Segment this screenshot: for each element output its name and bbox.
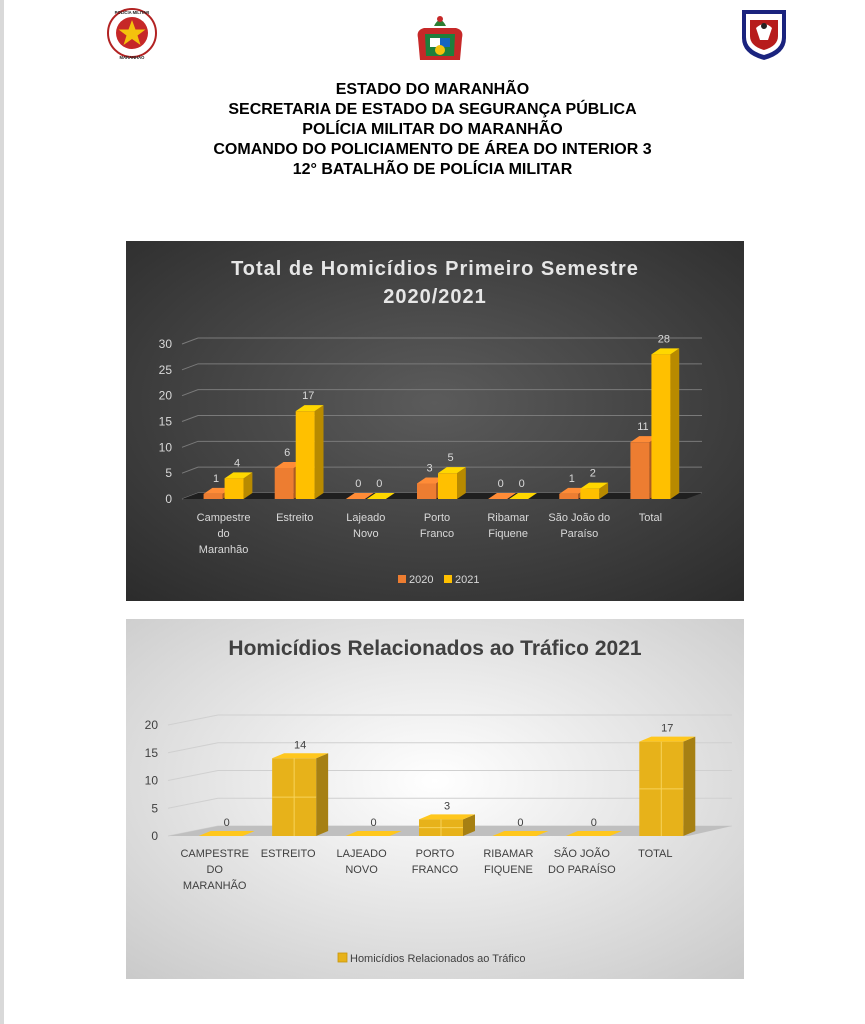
chart2-ytick-label: 5: [151, 801, 158, 816]
chart1-ytick-label: 20: [158, 388, 172, 403]
chart2-category-label: DO PARAÍSO: [548, 864, 616, 876]
chart1-category-label: São João do: [548, 512, 611, 524]
chart1-data-label: 3: [426, 462, 433, 475]
chart1-data-label: 0: [497, 478, 504, 490]
chart2-title: Homicídios Relacionados ao Tráfico 2021: [228, 637, 642, 660]
trafficking-homicides-chart: [126, 619, 744, 979]
chart2-ytick-label: 15: [144, 745, 158, 760]
chart1-data-label: 5: [447, 452, 454, 465]
chart2-category-label: RIBAMAR: [483, 848, 534, 860]
chart2-legend-label: Homicídios Relacionados ao Tráfico: [350, 953, 526, 965]
chart1-title-line2: 2020/2021: [383, 286, 487, 308]
chart1-category-label: Ribamar: [487, 512, 529, 524]
chart2-category-label: TOTAL: [638, 848, 673, 860]
chart1-ytick-label: 10: [158, 440, 172, 455]
chart1-data-label: 0: [376, 478, 383, 490]
header-line-state: ESTADO DO MARANHÃO: [335, 81, 530, 98]
chart2-data-label: 0: [517, 817, 524, 829]
chart1-bar-2021: [225, 472, 253, 499]
chart1-data-label: 0: [518, 478, 525, 490]
homicides-semester-chart: [126, 241, 744, 601]
chart2-category-label: CAMPESTRE: [180, 848, 249, 860]
chart1-data-label: 11: [637, 421, 649, 434]
chart1-bar-2021: [438, 467, 466, 499]
chart1-category-label: Porto: [423, 512, 451, 524]
chart2-category-label: LAJEADO: [336, 848, 387, 860]
chart2-category-label: NOVO: [345, 864, 378, 876]
chart1-category-label: Paraíso: [560, 528, 599, 540]
header-line-battalion: 12° BATALHÃO DE POLÍCIA MILITAR: [292, 161, 573, 178]
chart1-legend-swatch: [398, 575, 406, 583]
chart1-data-label: 1: [213, 472, 220, 485]
chart1-data-label: 28: [657, 333, 671, 346]
chart1-bar-2021: [296, 405, 324, 499]
chart1-category-label: Lajeado: [346, 512, 386, 524]
header-line-police: POLÍCIA MILITAR DO MARANHÃO: [302, 121, 563, 138]
chart1-category-label: Estreito: [276, 512, 314, 524]
chart2-ytick-label: 0: [151, 829, 158, 843]
chart2-data-label: 0: [590, 817, 597, 829]
header-line-command: COMANDO DO POLICIAMENTO DE ÁREA DO INTERIOR 3: [213, 141, 652, 158]
logo-left-top-text: POLÍCIA MILITAR: [114, 10, 150, 15]
chart1-ytick-label: 15: [158, 414, 172, 429]
chart1-data-label: 17: [302, 390, 315, 403]
chart1-legend-label: 2020: [409, 574, 434, 586]
chart1-category-label: Campestre: [196, 512, 251, 524]
chart2-data-label: 17: [661, 722, 674, 735]
chart1-data-label: 1: [568, 472, 575, 485]
coat-of-arms-logo: [412, 12, 468, 64]
chart2-ytick-label: 20: [144, 718, 158, 732]
chart2-data-label: 14: [294, 739, 307, 752]
chart2-category-label: ESTREITO: [260, 848, 316, 860]
chart1-data-label: 2: [589, 467, 596, 480]
chart1-legend-label: 2021: [455, 574, 480, 586]
chart1-ytick-label: 0: [165, 492, 172, 506]
pm-maranhao-logo: [106, 6, 158, 62]
chart2-category-label: FRANCO: [411, 864, 459, 876]
chart2-bar: [639, 737, 695, 836]
chart1-legend-swatch: [444, 575, 452, 583]
logo-left-bottom-text: MARANHÃO: [119, 55, 145, 60]
chart1-data-label: 0: [355, 478, 362, 490]
chart1-category-label: do: [217, 528, 230, 540]
chart2-data-label: 3: [443, 800, 451, 813]
chart2-bar: [419, 814, 475, 836]
chart1-category-label: Maranhão: [198, 544, 249, 556]
chart1-category-label: Novo: [353, 528, 379, 540]
battalion-shield-logo: [738, 6, 790, 62]
chart1-category-label: Total: [638, 512, 663, 524]
chart1-bar-2021: [651, 348, 679, 499]
chart1-category-label: Fiquene: [488, 528, 529, 540]
chart2-data-label: 0: [223, 817, 230, 829]
chart2-ytick-label: 10: [144, 773, 158, 788]
chart1-data-label: 4: [234, 457, 241, 470]
chart2-bar: [272, 753, 328, 836]
header-line-secretariat: SECRETARIA DE ESTADO DA SEGURANÇA PÚBLICA: [228, 101, 637, 118]
chart2-data-label: 0: [370, 817, 377, 829]
chart2-category-label: FIQUENE: [483, 864, 533, 876]
chart1-data-label: 6: [284, 447, 291, 459]
chart2-category-label: DO: [206, 864, 223, 876]
chart2-category-label: PORTO: [415, 848, 455, 860]
chart2-category-label: MARANHÃO: [182, 880, 247, 892]
chart2-legend-swatch: [338, 953, 347, 962]
chart1-ytick-label: 25: [158, 362, 172, 377]
chart2-category-label: SÃO JOÃO: [553, 848, 610, 860]
chart1-ytick-label: 30: [158, 337, 172, 351]
document-header: [0, 80, 865, 180]
chart1-ytick-label: 5: [165, 466, 172, 481]
chart1-title-line1: Total de Homicídios Primeiro Semestre: [231, 258, 639, 280]
chart1-category-label: Franco: [419, 528, 455, 540]
